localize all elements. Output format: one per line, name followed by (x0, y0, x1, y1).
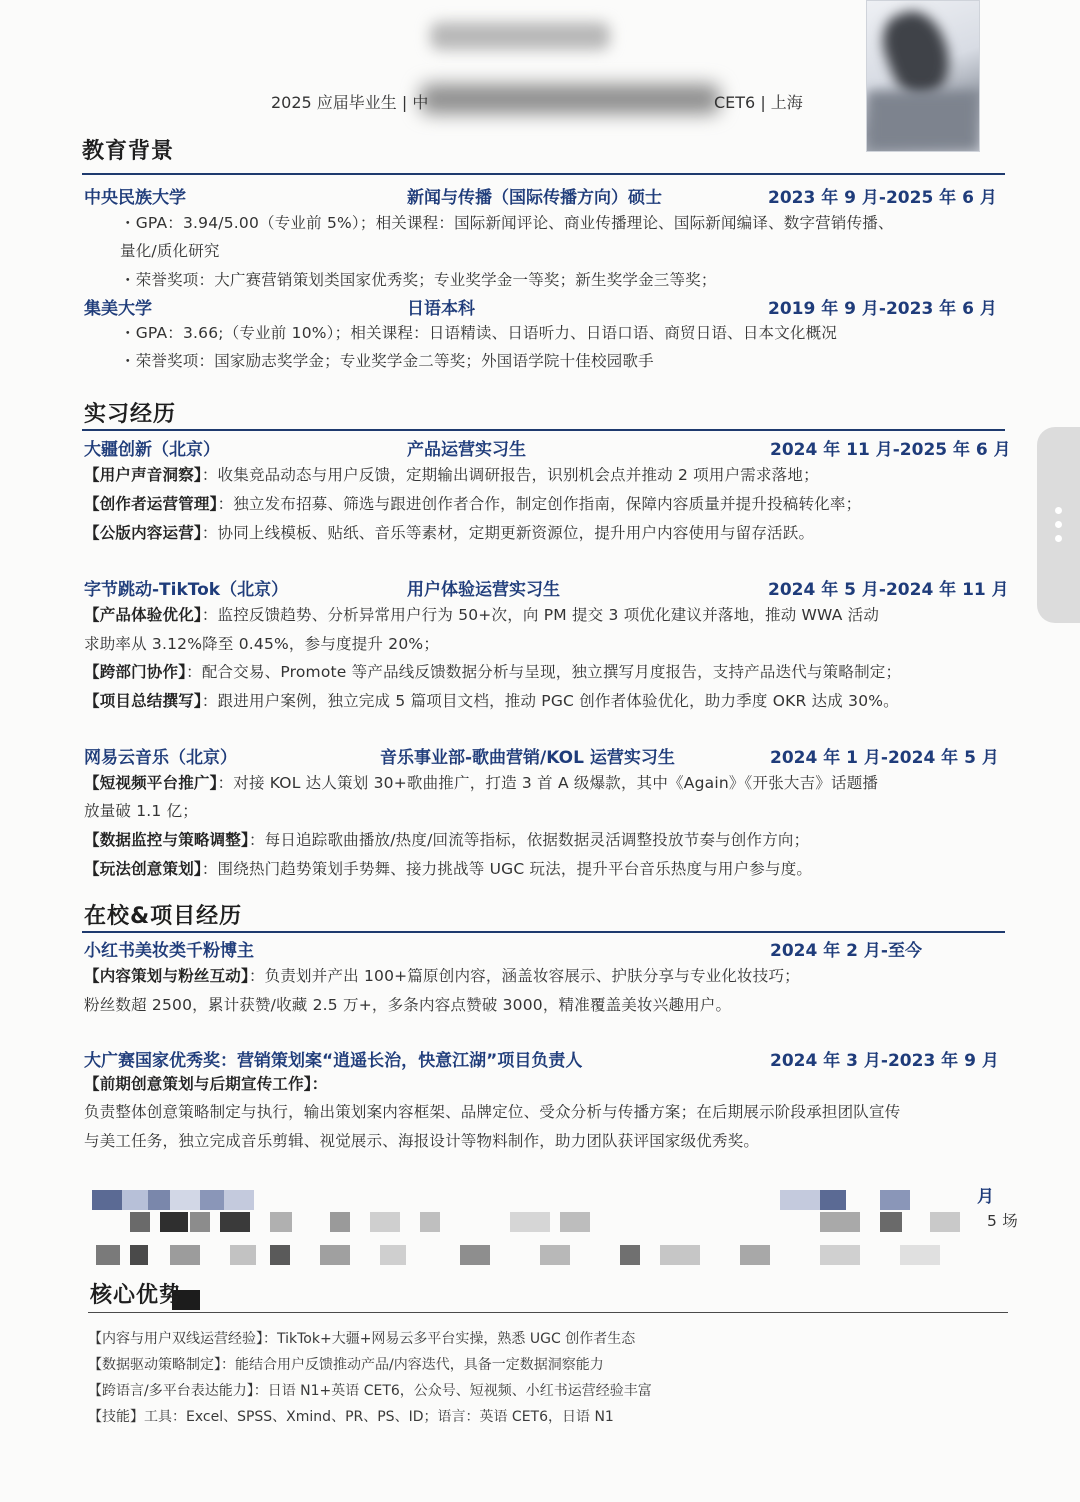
internship-line: 放量破 1.1 亿； (84, 802, 199, 820)
campus-line: 【内容策划与粉丝互动】：负责划并产出 100+篇原创内容，涵盖妆容展示、护肤分享与专业化妆技巧； (84, 967, 800, 985)
section-rule (82, 173, 1005, 175)
more-dots-icon (1055, 535, 1062, 542)
internship-line: 【玩法创意策划】：围绕热门趋势策划手势舞、接力挑战等 UGC 玩法，提升平台音乐热度与用户参与度。 (84, 860, 813, 878)
blurred-name (430, 22, 610, 50)
section-rule (82, 429, 1005, 431)
more-dots-icon (1055, 507, 1062, 514)
education-degree: 新闻与传播（国际传播方向）硕士 (407, 188, 662, 208)
campus-line: 【前期创意策划与后期宣传工作】： (84, 1075, 328, 1093)
internship-role: 用户体验运营实习生 (407, 580, 560, 600)
education-org: 集美大学 (84, 299, 152, 319)
profile-photo (866, 0, 980, 152)
education-line: ・荣誉奖项：国家励志奖学金；专业奖学金二等奖；外国语学院十佳校园歌手 (120, 352, 654, 370)
obscured-fragment: 月 (977, 1187, 994, 1207)
campus-line: 与美工任务，独立完成音乐剪辑、视觉展示、海报设计等物料制作，助力团队获评国家级优秀奖。 (84, 1132, 760, 1150)
internship-date: 2024 年 5 月-2024 年 11 月 (768, 580, 1009, 600)
internship-line: 【跨部门协作】：配合交易、Promote 等产品线反馈数据分析与呈现，独立撰写月度报告，支持产品迭代与策略制定； (84, 663, 902, 681)
section-rule (82, 931, 1005, 933)
internship-line: 【创作者运营管理】：独立发布招募、筛选与跟进创作者合作，制定创作指南，保障内容质量并提升投稿转化率； (84, 495, 862, 513)
blurred-contact (420, 84, 720, 114)
internship-line: 求助率从 3.12%降至 0.45%，参与度提升 20%； (84, 635, 440, 653)
obscured-fragment: 5 场 (987, 1212, 1018, 1230)
more-dots-icon (1055, 521, 1062, 528)
internship-org: 大疆创新（北京） (84, 440, 220, 460)
strength-line: 【数据驱动策略制定】：能结合用户反馈推动产品/内容迭代，具备一定数据洞察能力 (88, 1357, 604, 1373)
campus-org: 小红书美妆类千粉博主 (84, 941, 254, 961)
internship-line: 【产品体验优化】：监控反馈趋势、分析异常用户行为 50+次，向 PM 提交 3 项优化建议并落地，推动 WWA 活动 (84, 606, 880, 624)
internship-role: 产品运营实习生 (407, 440, 526, 460)
section-title-internship: 实习经历 (84, 402, 177, 427)
internship-line: 【公版内容运营】：协同上线模板、贴纸、音乐等素材，定期更新资源位，提升用户内容使用与留存活跃。 (84, 524, 815, 542)
education-line: ・GPA：3.66;（专业前 10%）；相关课程：日语精读、日语听力、日语口语、商贸日语、日本文化概况 (120, 324, 838, 342)
strength-line: 【内容与用户双线运营经验】：TikTok+大疆+网易云多平台实操，熟悉 UGC 创作者生态 (88, 1331, 636, 1347)
internship-line: 【用户声音洞察】：收集竞品动态与用户反馈，定期输出调研报告，识别机会点并推动 2 项用户需求落地； (84, 466, 819, 484)
internship-date: 2024 年 1 月-2024 年 5 月 (770, 748, 999, 768)
education-line: 量化/质化研究 (120, 242, 220, 260)
internship-org: 网易云音乐（北京） (84, 748, 237, 768)
internship-org: 字节跳动-TikTok（北京） (84, 580, 289, 600)
education-line: ・荣誉奖项：大广赛营销策划类国家优秀奖；专业奖学金一等奖；新生奖学金三等奖； (120, 271, 717, 289)
education-org: 中央民族大学 (84, 188, 186, 208)
internship-line: 【数据监控与策略调整】：每日追踪歌曲播放/热度/回流等指标，依据数据灵活调整投放节奏与创作方向； (84, 831, 810, 849)
education-line: ・GPA：3.94/5.00（专业前 5%）；相关课程：国际新闻评论、商业传播理论、国际新闻编译、数字营销传播、 (120, 214, 894, 232)
education-date: 2023 年 9 月-2025 年 6 月 (768, 188, 997, 208)
internship-date: 2024 年 11 月-2025 年 6 月 (770, 440, 1011, 460)
section-rule (88, 1312, 1008, 1313)
section-title-campus: 在校&项目经历 (84, 904, 243, 929)
campus-date: 2024 年 3 月-2023 年 9 月 (770, 1051, 999, 1071)
campus-line: 负责整体创意策略制定与执行，输出策划案内容框架、品牌定位、受众分析与传播方案；在后期展示阶段承担团队宣传 (84, 1103, 901, 1121)
internship-line: 【短视频平台推广】：对接 KOL 达人策划 30+歌曲推广，打造 3 首 A 级爆款，其中《Again》《开张大吉》话题播 (84, 774, 879, 792)
header-status-right: CET6 | 上海 (714, 93, 803, 112)
campus-date: 2024 年 2 月-至今 (770, 941, 922, 961)
campus-line: 粉丝数超 2500，累计获赞/收藏 2.5 万+，多条内容点赞破 3000，精准覆盖美妆兴趣用户。 (84, 996, 732, 1014)
education-degree: 日语本科 (407, 299, 475, 319)
side-menu-handle[interactable] (1037, 427, 1080, 623)
header-status-left: 2025 应届毕业生 | 中 (271, 93, 429, 112)
strength-line: 【技能】工具：Excel、SPSS、Xmind、PR、PS、ID；语言：英语 CET6，日语 N1 (88, 1409, 614, 1425)
section-title-education: 教育背景 (82, 139, 175, 164)
campus-org: 大广赛国家优秀奖：营销策划案“逍遥长治，快意江湖”项目负责人 (84, 1051, 583, 1071)
internship-role: 音乐事业部-歌曲营销/KOL 运营实习生 (380, 748, 675, 768)
section-title-strengths: 核心优势 (90, 1283, 183, 1308)
strength-line: 【跨语言/多平台表达能力】：日语 N1+英语 CET6，公众号、短视频、小红书运营经验丰富 (88, 1383, 652, 1399)
internship-line: 【项目总结撰写】：跟进用户案例，独立完成 5 篇项目文档，推动 PGC 创作者体验优化，助力季度 OKR 达成 30%。 (84, 692, 899, 710)
education-date: 2019 年 9 月-2023 年 6 月 (768, 299, 997, 319)
